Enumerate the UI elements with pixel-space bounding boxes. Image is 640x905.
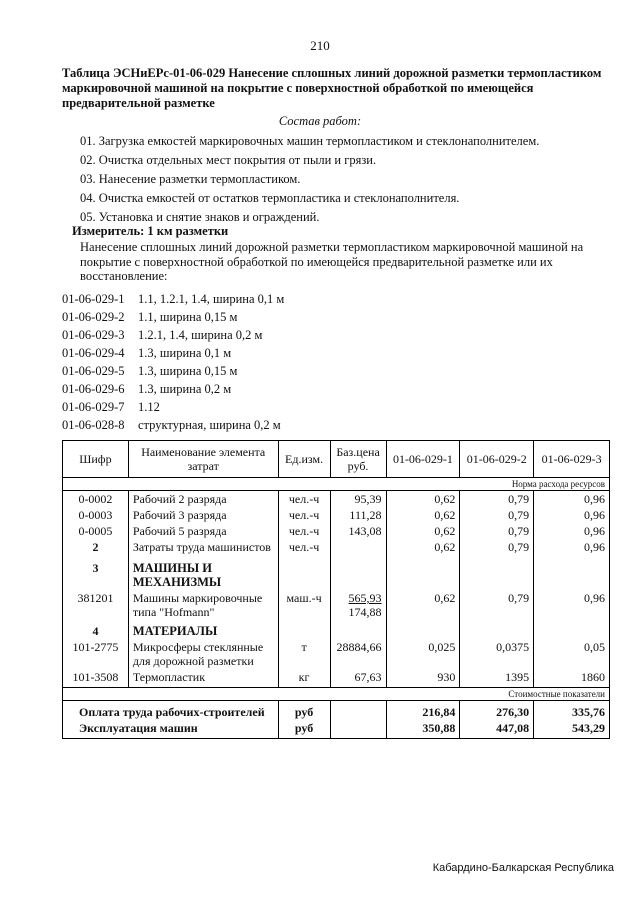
cell-v3: 0,96 <box>534 539 610 555</box>
total-v1: 350,88 <box>386 720 460 739</box>
cell-v3: 0,05 <box>534 639 610 669</box>
cell-v1: 930 <box>386 669 460 688</box>
table-row <box>63 523 610 539</box>
total-name: Оплата труда рабочих-строителей <box>63 701 279 721</box>
code-row <box>62 326 284 344</box>
total-v2: 276,30 <box>460 701 534 721</box>
description: Нанесение сплошных линий дорожной разметки термопластиком маркировочной машиной на покрытие с поверхностной обработкой по имеющейся предварительной разметке или их восстановление: <box>80 240 584 283</box>
code-row <box>62 344 284 362</box>
code: 01-06-028-8 <box>62 418 125 432</box>
header-price: Баз.цена руб. <box>330 441 386 478</box>
cell-unit: чел.-ч <box>278 507 330 523</box>
cell-code: 101-2775 <box>63 639 129 669</box>
section-title: МАТЕРИАЛЫ <box>128 620 278 639</box>
header-col-1: 01-06-029-1 <box>386 441 460 478</box>
total-v2: 447,08 <box>460 720 534 739</box>
cell-v3: 0,96 <box>534 523 610 539</box>
table-row <box>63 491 610 508</box>
norm-label: Норма расхода ресурсов <box>63 478 610 491</box>
cell-v1: 0,62 <box>386 590 460 620</box>
total-unit: руб <box>278 701 330 721</box>
table-header-row <box>63 441 610 478</box>
code: 01-06-029-3 <box>62 328 125 342</box>
code: 01-06-029-1 <box>62 292 125 306</box>
measure-unit: Измеритель: 1 км разметки <box>72 224 229 238</box>
norm-label-row <box>63 478 610 491</box>
cell-price: 143,08 <box>330 523 386 539</box>
code-text: 1.1, 1.2.1, 1.4, ширина 0,1 м <box>138 292 285 306</box>
table-row <box>63 669 610 688</box>
total-v1: 216,84 <box>386 701 460 721</box>
code: 01-06-029-4 <box>62 346 125 360</box>
cell-name: Рабочий 3 разряда <box>128 507 278 523</box>
cell-price <box>330 539 386 555</box>
cell-name: Машины маркировочные типа "Hofmann" <box>128 590 278 620</box>
cell-name: Рабочий 5 разряда <box>128 523 278 539</box>
code-text: 1.3, ширина 0,15 м <box>138 364 238 378</box>
cell-name: Термопластик <box>128 669 278 688</box>
section-title: МАШИНЫ И МЕХАНИЗМЫ <box>128 555 278 590</box>
cell-price: 67,63 <box>330 669 386 688</box>
cell-v1: 0,025 <box>386 639 460 669</box>
work-item: 05. Установка и снятие знаков и ограждений. <box>80 210 320 224</box>
table-row <box>63 539 610 555</box>
cell-v2: 0,0375 <box>460 639 534 669</box>
cell-unit: чел.-ч <box>278 523 330 539</box>
work-item: 03. Нанесение разметки термопластиком. <box>80 172 301 186</box>
cell-unit: маш.-ч <box>278 590 330 620</box>
cell-v3: 0,96 <box>534 491 610 508</box>
header-name: Наименование элемента затрат <box>128 441 278 478</box>
code-text: 1.2.1, 1.4, ширина 0,2 м <box>138 328 263 342</box>
cell-code: 0-0002 <box>63 491 129 508</box>
work-item: 01. Загрузка емкостей маркировочных машин термопластиком и стеклонаполнителем. <box>80 134 540 148</box>
header-unit: Ед.изм. <box>278 441 330 478</box>
cell-v2: 0,79 <box>460 523 534 539</box>
cell-v1: 0,62 <box>386 539 460 555</box>
cell-price: 111,28 <box>330 507 386 523</box>
cell-unit: кг <box>278 669 330 688</box>
code: 01-06-029-6 <box>62 382 125 396</box>
cell-code: 381201 <box>63 590 129 620</box>
cell-v2: 0,79 <box>460 590 534 620</box>
table-row <box>63 639 610 669</box>
works-list <box>80 132 620 227</box>
code-text: 1.1, ширина 0,15 м <box>138 310 238 324</box>
codes-list <box>62 290 284 434</box>
total-row <box>63 701 610 721</box>
code: 01-06-029-2 <box>62 310 125 324</box>
cell-v2: 0,79 <box>460 539 534 555</box>
page-number: 210 <box>310 38 330 53</box>
price-secondary: 174,88 <box>348 605 382 619</box>
footer-region: Кабардино-Балкарская Республика <box>432 862 614 874</box>
total-v3: 543,29 <box>534 720 610 739</box>
cell-name: Затраты труда машинистов <box>128 539 278 555</box>
cell-price: 95,39 <box>330 491 386 508</box>
total-unit: руб <box>278 720 330 739</box>
resource-table <box>62 440 610 739</box>
section-row <box>63 555 610 590</box>
cell-v1: 0,62 <box>386 507 460 523</box>
cell-unit: чел.-ч <box>278 491 330 508</box>
code-row <box>62 416 284 434</box>
cell-unit: чел.-ч <box>278 539 330 555</box>
cell-code: 0-0005 <box>63 523 129 539</box>
code-text: 1.3, ширина 0,2 м <box>138 382 232 396</box>
total-name: Эксплуатация машин <box>63 720 279 739</box>
cell-v1: 0,62 <box>386 491 460 508</box>
cell-v3: 0,96 <box>534 590 610 620</box>
cell-v3: 1860 <box>534 669 610 688</box>
cell-price <box>330 590 386 620</box>
price-primary: 565,93 <box>348 591 382 605</box>
cost-label-row <box>63 688 610 701</box>
cell-v3: 0,96 <box>534 507 610 523</box>
cell-unit: т <box>278 639 330 669</box>
work-item: 02. Очистка отдельных мест покрытия от пыли и грязи. <box>80 153 377 167</box>
table-row <box>63 507 610 523</box>
cell-v2: 0,79 <box>460 491 534 508</box>
code-text: 1.3, ширина 0,1 м <box>138 346 232 360</box>
cell-code: 0-0003 <box>63 507 129 523</box>
total-v3: 335,76 <box>534 701 610 721</box>
section-code: 4 <box>63 620 129 639</box>
cell-price: 28884,66 <box>330 639 386 669</box>
code-row <box>62 398 284 416</box>
table-title: Таблица ЭСНиЕРс-01-06-029 Нанесение сплошных линий дорожной разметки термопластиком маркировочной машиной на покрытие с поверхностной обработкой по имеющейся предварительной разметке <box>62 66 602 110</box>
work-item: 04. Очистка емкостей от остатков термопластика и стеклонаполнителя. <box>80 191 460 205</box>
cell-code: 2 <box>63 539 129 555</box>
code: 01-06-029-7 <box>62 400 125 414</box>
section-code: 3 <box>63 555 129 590</box>
total-row <box>63 720 610 739</box>
section-row <box>63 620 610 639</box>
cell-code: 101-3508 <box>63 669 129 688</box>
code-text: структурная, ширина 0,2 м <box>138 418 281 432</box>
header-col-2: 01-06-029-2 <box>460 441 534 478</box>
code-row <box>62 380 284 398</box>
cell-v2: 0,79 <box>460 507 534 523</box>
table-row <box>63 590 610 620</box>
code-row <box>62 362 284 380</box>
header-code: Шифр <box>63 441 129 478</box>
code-row <box>62 308 284 326</box>
cell-v2: 1395 <box>460 669 534 688</box>
code: 01-06-029-5 <box>62 364 125 378</box>
header-col-3: 01-06-029-3 <box>534 441 610 478</box>
works-title: Состав работ: <box>278 114 362 128</box>
cost-label: Стоимостные показатели <box>63 688 610 701</box>
code-row <box>62 290 284 308</box>
cell-name: Микросферы стеклянные для дорожной разметки <box>128 639 278 669</box>
code-text: 1.12 <box>138 400 160 414</box>
cell-name: Рабочий 2 разряда <box>128 491 278 508</box>
cell-v1: 0,62 <box>386 523 460 539</box>
